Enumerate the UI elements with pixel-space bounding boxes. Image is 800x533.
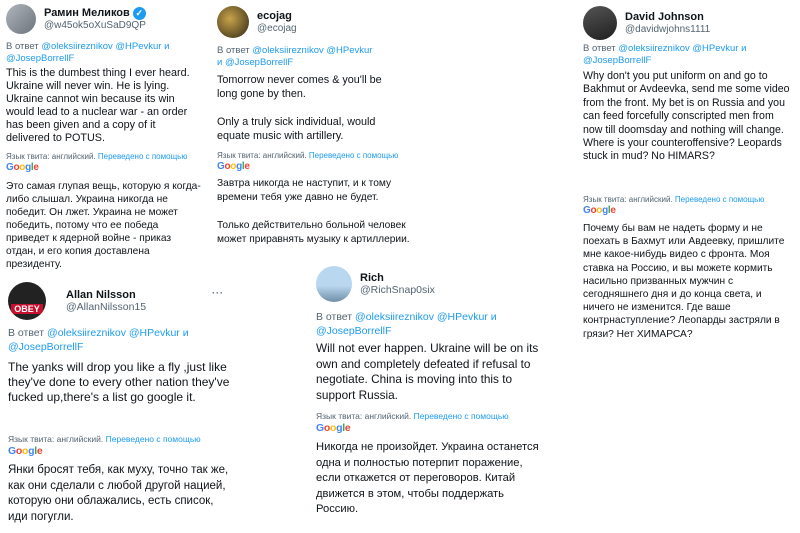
tweet-card-ecojag[interactable] xyxy=(211,0,571,262)
google-logo: Google xyxy=(8,445,43,457)
translation-note: Язык твита: английский. Переведено с помощью xyxy=(217,151,399,160)
reply-to-line xyxy=(6,41,201,65)
reply-prefix: В ответ xyxy=(316,311,353,323)
avatar[interactable] xyxy=(6,4,36,34)
reply-prefix: В ответ xyxy=(217,45,250,56)
reply-to-line xyxy=(583,43,793,67)
reply-to-line xyxy=(217,45,377,69)
user-handle[interactable]: @AllanNilsson15 xyxy=(66,301,147,314)
reply-to-line xyxy=(316,310,548,338)
translated-text: Янки бросят тебя, как муху, точно так же, как они сделали с любой другой нацией, которую они облажались, есть список, иди погугли. xyxy=(8,464,229,523)
display-name[interactable]: Rich xyxy=(360,271,384,284)
translated-text: Никогда не произойдет. Украина останется одна и полностью потерпит поражение, если откажется от переговоров. Китай движется в этом, чтобы поддержать Россию. xyxy=(316,441,539,515)
display-name[interactable]: Allan Nilsson xyxy=(66,288,136,301)
translated-text: Почему бы вам не надеть форму и не поехать в Бахмут или Авдеевку, пришлите мне какое-нибудь видео с фронта. Моя ставка на Россию, и вы можете кормить насильно призванных мужчин с сегодняшнего дня и до конца света, и ничего не изменится. Где ваше контрнаступление? Леопарды застряли в грязи? Нет ХИМАРСА? xyxy=(583,223,785,340)
avatar[interactable] xyxy=(8,282,46,320)
more-options-icon[interactable]: ··· xyxy=(212,288,224,298)
avatar[interactable] xyxy=(217,6,249,38)
translation-note: Язык твита: английский. Переведено с помощью xyxy=(583,195,765,204)
display-name[interactable]: David Johnson xyxy=(625,10,704,23)
tweet-card-rich[interactable] xyxy=(308,262,552,533)
tweet-card-allan-nilsson[interactable] xyxy=(0,280,232,533)
translated-text: Завтра никогда не наступит, и к тому времени тебя уже давно не будет. Только действительно больной человек может приравнять музыку к артиллерии. xyxy=(217,178,410,245)
reply-prefix: В ответ xyxy=(583,43,616,54)
reply-mentions[interactable]: @oleksiireznikov @HPevkur и @JosepBorrellF xyxy=(217,45,373,68)
tweet-text: This is the dumbest thing I ever heard. Ukraine will never win. He is lying. Ukraine cannot win because its win would lead to a nuclear war - an order has been given and a copy of it delivered to POTUS. xyxy=(6,67,190,144)
reply-mentions[interactable]: @oleksiireznikov @HPevkur и @JosepBorrellF xyxy=(8,327,189,353)
tweet-card-david-johnson[interactable] xyxy=(578,0,796,360)
translated-by-link[interactable]: Переведено с помощью xyxy=(105,434,201,444)
display-name[interactable]: ecojag xyxy=(257,9,292,22)
translated-by-link[interactable]: Переведено с помощью xyxy=(413,411,509,421)
tweet-text: Why don't you put uniform on and go to Bakhmut or Avdeevka, send me some video from the front. My bet is on Russia and you can feed forcefully conscripted men from now till doomsday and nothing will change. Where is your counteroffensive? Leopards stuck in mud? No HIMARS? xyxy=(583,70,790,163)
translated-by-link[interactable]: Переведено с помощью xyxy=(308,151,399,160)
reply-mentions[interactable]: @oleksiireznikov @HPevkur и @JosepBorrellF xyxy=(316,311,497,337)
translation-note: Язык твита: английский. Переведено с помощью xyxy=(6,152,188,161)
reply-mentions[interactable]: @oleksiireznikov @HPevkur и @JosepBorrellF xyxy=(6,41,170,64)
reply-mentions[interactable]: @oleksiireznikov @HPevkur и @JosepBorrellF xyxy=(583,43,747,66)
translated-by-link[interactable]: Переведено с помощью xyxy=(674,195,765,204)
reply-prefix: В ответ xyxy=(8,327,45,339)
reply-prefix: В ответ xyxy=(6,41,39,52)
avatar-obey-logo: OBEY xyxy=(11,304,43,314)
avatar[interactable] xyxy=(316,266,352,302)
verified-badge-icon: ✓ xyxy=(133,7,146,20)
google-logo: Google xyxy=(6,162,39,173)
google-logo: Google xyxy=(583,205,616,216)
tweet-card-melikov[interactable] xyxy=(0,0,205,278)
user-handle[interactable]: @davidwjohns1111 xyxy=(625,23,711,35)
tweet-text: Will not ever happen. Ukraine will be on its own and completely defeated if refusal to negotiate. China is moving into this to support Russia. xyxy=(316,341,539,402)
user-handle[interactable]: @RichSnap0six xyxy=(360,284,435,297)
translation-note: Язык твита: английский. Переведено с помощью xyxy=(8,434,201,444)
translated-by-link[interactable]: Переведено с помощью xyxy=(97,152,188,161)
google-logo: Google xyxy=(316,422,351,434)
user-handle[interactable]: @ecojag xyxy=(257,22,297,34)
reply-to-line xyxy=(8,326,230,354)
display-name[interactable]: Рамин Меликов xyxy=(44,6,130,19)
tweet-text: The yanks will drop you like a fly ,just like they've done to every other nation they've fucked up,there's a list go google it. xyxy=(8,360,230,404)
google-logo: Google xyxy=(217,161,250,172)
user-handle[interactable]: @w45ok5oXuSaD9QP xyxy=(44,19,146,31)
translated-text: Это самая глупая вещь, которую я когда-либо слышал. Украина никогда не победит. Он лжет. Украина не может победить, потому что ее победа приведет к ядерной войне - приказ отдан, и его копия доставлена президенту. xyxy=(6,181,201,270)
tweet-text: Tomorrow never comes & you'll be long gone by then. Only a truly sick individual, would equate music with artillery. xyxy=(217,74,382,142)
translation-note: Язык твита: английский. Переведено с помощью xyxy=(316,411,509,421)
avatar[interactable] xyxy=(583,6,617,40)
